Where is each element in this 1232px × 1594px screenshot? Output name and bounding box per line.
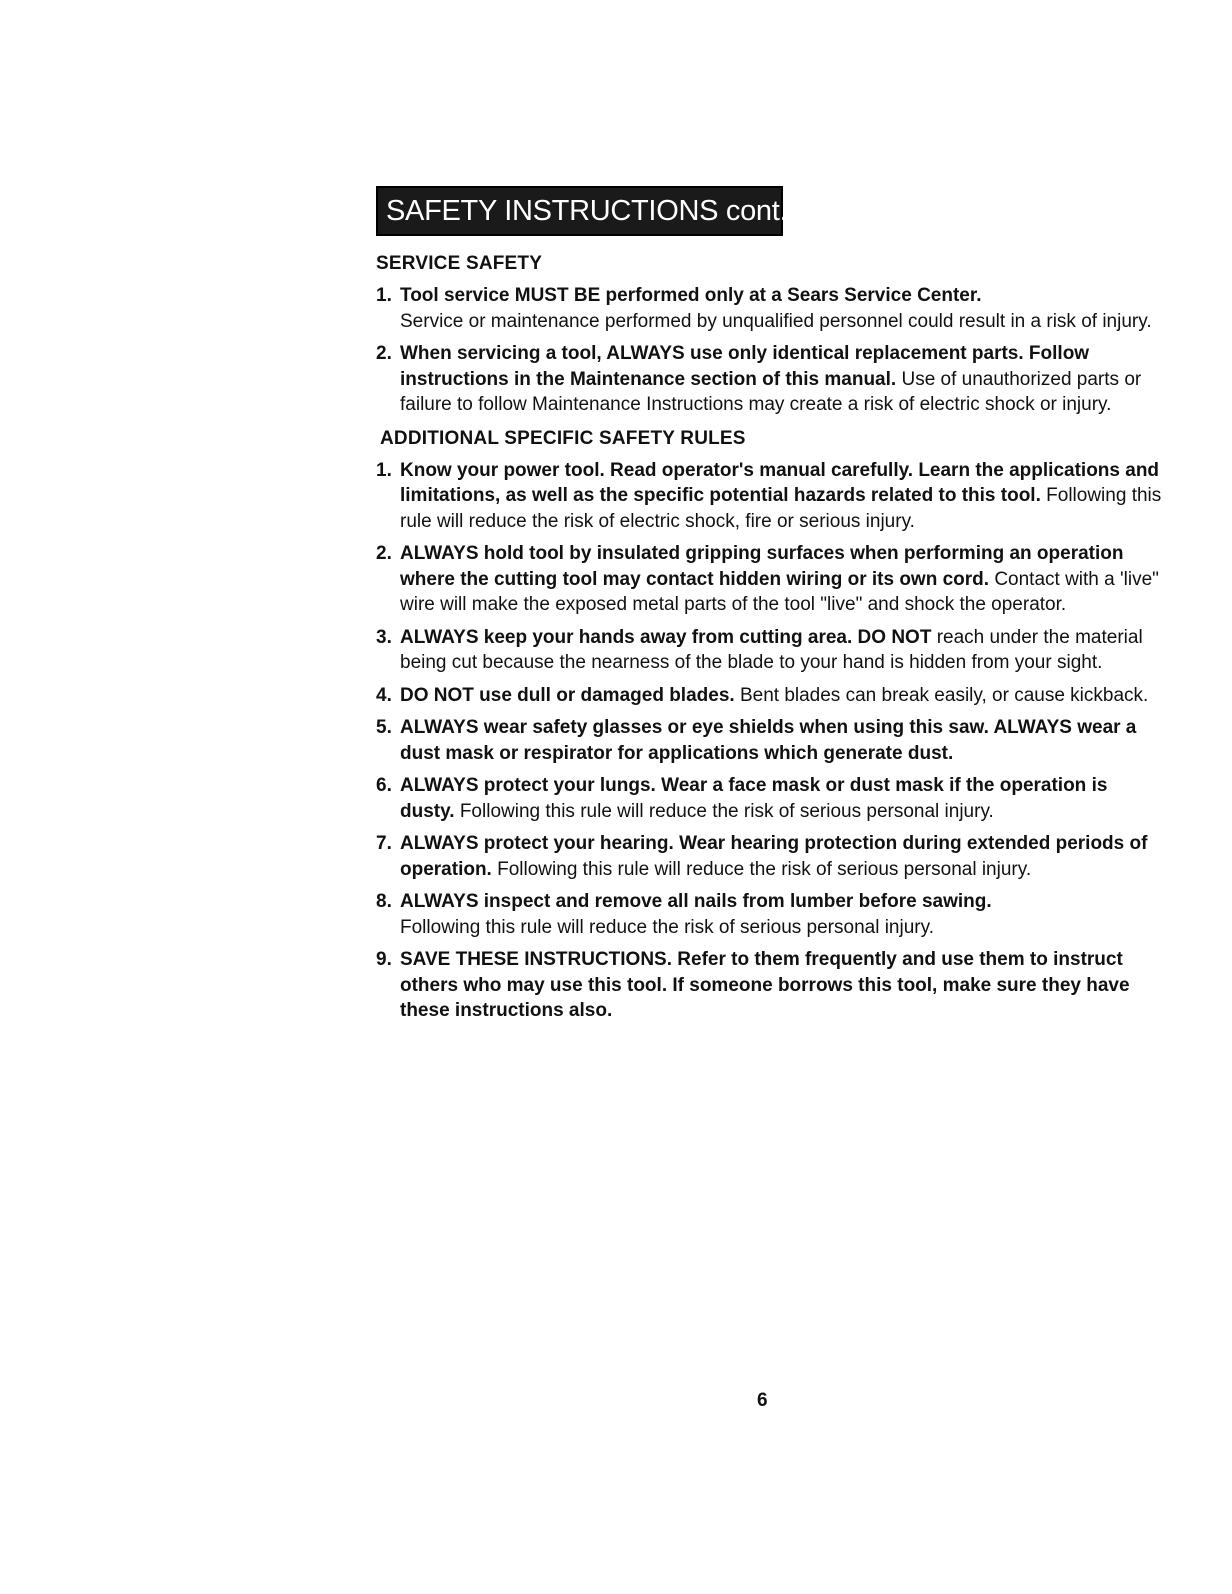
item-number: 8. (376, 891, 392, 912)
item-bold-text: SAVE THESE INSTRUCTIONS. Refer to them frequently and use them to instruct others who may use this tool. If someone borrows this tool, make sure they have these instructions also. (400, 949, 1130, 1021)
list-item (376, 773, 1166, 824)
list-item (376, 715, 1166, 766)
item-number: 1. (376, 285, 392, 306)
item-number: 9. (376, 949, 392, 970)
list-item (376, 283, 1166, 334)
list-item (376, 947, 1166, 1024)
page-number: 6 (757, 1390, 768, 1411)
item-normal-text: Following this rule will reduce the risk of electric shock, fire or serious injury. (400, 485, 1162, 532)
list-item (376, 625, 1166, 676)
item-bold-text: ALWAYS inspect and remove all nails from lumber before sawing. (400, 891, 992, 912)
banner-title: SAFETY INSTRUCTIONS cont. (386, 194, 788, 227)
additional-rules-list (376, 458, 1166, 1024)
item-number: 5. (376, 717, 392, 738)
item-bold-text: When servicing a tool, ALWAYS use only identical replacement parts. Follow instructions in the Maintenance section of this manual. (400, 343, 1090, 390)
item-number: 6. (376, 775, 392, 796)
item-bold-text: ALWAYS keep your hands away from cutting area. DO NOT (400, 626, 932, 648)
list-item (376, 683, 1166, 709)
service-safety-list (376, 283, 1166, 418)
service-safety-heading: SERVICE SAFETY (376, 253, 543, 274)
item-bold-text: Know your power tool. Read operator's manual carefully. Learn the applications and limitations, as well as the specific potential hazards related to this tool. (400, 459, 1160, 506)
item-number: 2. (376, 543, 392, 564)
item-bold-text: DO NOT use dull or damaged blades. (400, 684, 735, 706)
item-bold-text: ALWAYS protect your hearing. Wear hearing protection during extended periods of operation. (400, 833, 1148, 880)
item-normal-text: Service or maintenance performed by unqualified personnel could result in a risk of injury. (400, 310, 1152, 332)
item-bold-text: Tool service MUST BE performed only at a Sears Service Center. (400, 285, 982, 306)
page-content (376, 251, 1166, 1031)
item-normal-text: Following this rule will reduce the risk of serious personal injury. (459, 800, 994, 822)
item-normal-text: Contact with a 'live" wire will make the exposed metal parts of the tool "live" and shock the operator. (400, 568, 1159, 615)
item-normal-text: Use of unauthorized parts or failure to follow Maintenance Instructions may create a risk of electric shock or injury. (400, 368, 1142, 415)
item-number: 3. (376, 626, 392, 648)
item-bold-text: ALWAYS protect your lungs. Wear a face mask or dust mask if the operation is dusty. (400, 775, 1108, 822)
item-normal-text: Following this rule will reduce the risk of serious personal injury. (497, 858, 1032, 880)
item-number: 2. (376, 343, 392, 364)
list-item (376, 458, 1166, 535)
item-number: 4. (376, 684, 392, 706)
list-item (376, 541, 1166, 618)
section-banner (376, 186, 788, 236)
item-bold-text: ALWAYS hold tool by insulated gripping surfaces when performing an operation where the cutting tool may contact hidden wiring or its own cord. (400, 543, 1124, 590)
list-item (376, 831, 1166, 882)
list-item (376, 341, 1166, 418)
list-item (376, 889, 1166, 940)
item-normal-text: Following this rule will reduce the risk of serious personal injury. (400, 916, 934, 938)
item-normal-text: reach under the material being cut because the nearness of the blade to your hand is hidden from your sight. (400, 626, 1143, 673)
item-normal-text: Bent blades can break easily, or cause kickback. (739, 684, 1149, 706)
item-bold-text: ALWAYS wear safety glasses or eye shields when using this saw. ALWAYS wear a dust mask or respirator for applications which generate dust. (400, 717, 1137, 764)
item-number: 1. (376, 459, 392, 481)
item-number: 7. (376, 833, 392, 854)
additional-rules-heading: ADDITIONAL SPECIFIC SAFETY RULES (380, 427, 746, 449)
